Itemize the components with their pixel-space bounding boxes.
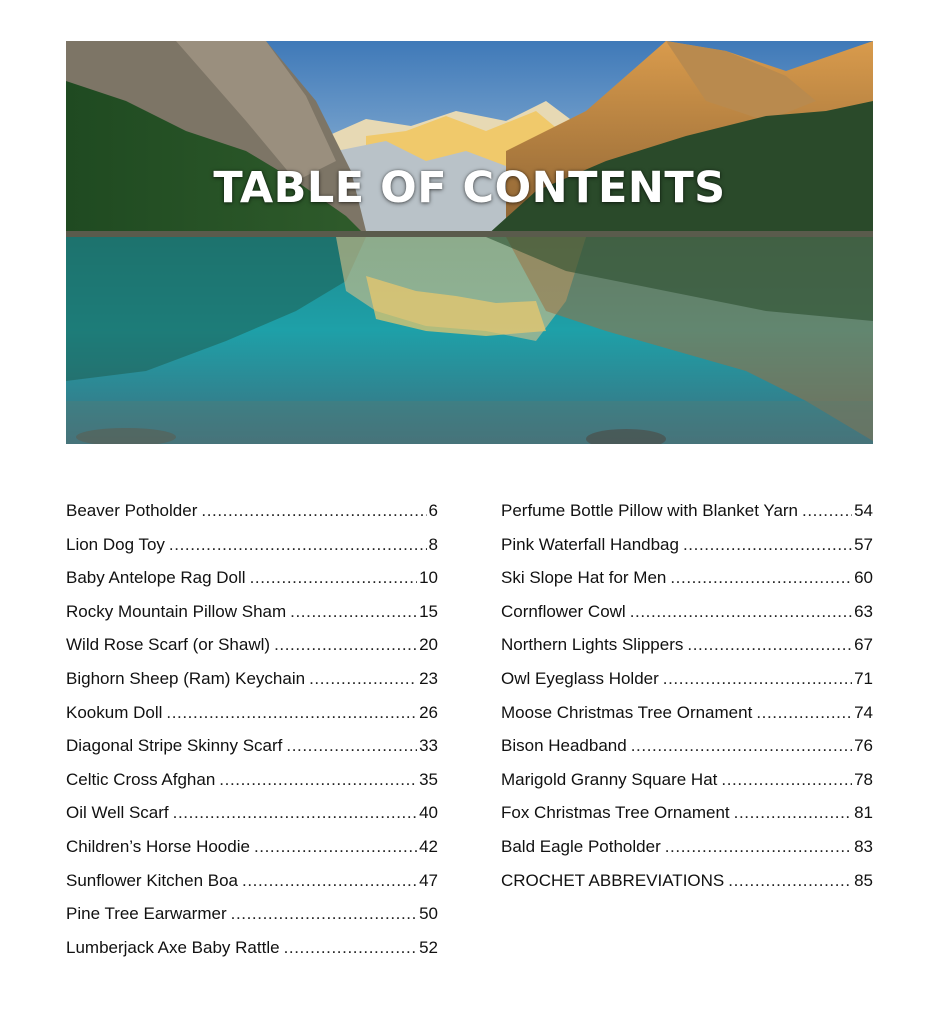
toc-entry-title: Bighorn Sheep (Ram) Keychain <box>66 668 306 688</box>
toc-entry-title: Lion Dog Toy <box>66 534 165 554</box>
dot-leader <box>286 729 417 763</box>
dot-leader <box>683 528 852 562</box>
toc-entry-title: Cornflower Cowl <box>501 601 626 621</box>
dot-leader <box>166 696 417 730</box>
toc-entry-title: Sunflower Kitchen Boa <box>66 870 238 890</box>
toc-entry-page: 20 <box>419 635 438 655</box>
dot-leader <box>687 628 852 662</box>
toc-entry-title: Moose Christmas Tree Ornament <box>501 702 753 722</box>
dot-leader <box>309 662 417 696</box>
toc-column-right <box>501 494 873 897</box>
dot-leader <box>242 864 417 898</box>
dot-leader <box>290 595 417 629</box>
toc-entry-title: Baby Antelope Rag Doll <box>66 568 246 588</box>
toc-entry-page: 63 <box>854 601 873 621</box>
toc-entry[interactable] <box>66 662 438 696</box>
toc-entry[interactable] <box>501 662 873 696</box>
toc-entry[interactable] <box>501 628 873 662</box>
dot-leader <box>756 696 852 730</box>
toc-entry-page: 83 <box>854 836 873 856</box>
toc-entry-page: 78 <box>854 769 873 789</box>
toc-entry-page: 57 <box>854 534 873 554</box>
toc-entry-page: 8 <box>428 534 438 554</box>
toc-entry[interactable] <box>66 528 438 562</box>
dot-leader <box>663 662 852 696</box>
dot-leader <box>802 494 852 528</box>
toc-entry-title: Ski Slope Hat for Men <box>501 568 667 588</box>
toc-entry-page: 50 <box>419 904 438 924</box>
toc-entry-page: 40 <box>419 803 438 823</box>
dot-leader <box>721 763 852 797</box>
toc-entry[interactable] <box>66 696 438 730</box>
toc-entry-title: Celtic Cross Afghan <box>66 769 216 789</box>
toc-entry[interactable] <box>66 796 438 830</box>
toc-entry[interactable] <box>66 830 438 864</box>
toc-entry-page: 6 <box>428 501 438 520</box>
toc-entry[interactable] <box>66 561 438 595</box>
dot-leader <box>173 796 417 830</box>
toc-entry-title: Owl Eyeglass Holder <box>501 668 659 688</box>
toc-entry-page: 10 <box>419 568 438 588</box>
toc-entry[interactable] <box>501 864 873 898</box>
toc-entry-page: 76 <box>854 736 873 756</box>
toc-entry-title: Northern Lights Slippers <box>501 635 684 655</box>
toc-entry-title: Marigold Granny Square Hat <box>501 769 718 789</box>
toc-entry-title: Rocky Mountain Pillow Sham <box>66 601 287 621</box>
toc-entry-title: Perfume Bottle Pillow with Blanket Yarn <box>501 501 799 520</box>
dot-leader <box>169 528 427 562</box>
dot-leader <box>250 561 418 595</box>
dot-leader <box>254 830 417 864</box>
toc-entry-title: Oil Well Scarf <box>66 803 169 823</box>
toc-entry-title: Children’s Horse Hoodie <box>66 836 250 856</box>
toc-entry-title: Bald Eagle Potholder <box>501 836 661 856</box>
toc-column-left <box>66 494 438 964</box>
header-banner <box>66 41 873 444</box>
toc-entry-title: Beaver Potholder <box>66 501 198 520</box>
toc-entry-page: 54 <box>854 501 873 520</box>
toc-entry[interactable] <box>501 494 873 528</box>
toc-entry[interactable] <box>66 729 438 763</box>
toc-entry[interactable] <box>501 595 873 629</box>
dot-leader <box>734 796 852 830</box>
toc-entry[interactable] <box>501 561 873 595</box>
dot-leader <box>670 561 852 595</box>
toc-entry-title: Kookum Doll <box>66 702 163 722</box>
toc-entry-title: Pink Waterfall Handbag <box>501 534 679 554</box>
dot-leader <box>231 897 417 931</box>
dot-leader <box>274 628 417 662</box>
toc-entry[interactable] <box>66 864 438 898</box>
dot-leader <box>284 931 418 965</box>
toc-entry-title: Diagonal Stripe Skinny Scarf <box>66 736 283 756</box>
toc-entry-page: 60 <box>854 568 873 588</box>
toc-entry[interactable] <box>66 628 438 662</box>
dot-leader <box>631 729 852 763</box>
toc-entry-title: CROCHET ABBREVIATIONS <box>501 870 725 890</box>
dot-leader <box>665 830 852 864</box>
page-title: TABLE OF CONTENTS <box>213 163 726 213</box>
toc-entry-page: 35 <box>419 769 438 789</box>
toc-entry[interactable] <box>66 897 438 931</box>
toc-entry-page: 71 <box>854 668 873 688</box>
toc-entry[interactable] <box>501 763 873 797</box>
dot-leader <box>219 763 417 797</box>
toc-entry[interactable] <box>501 729 873 763</box>
toc-entry[interactable] <box>501 830 873 864</box>
toc-entry-page: 85 <box>854 870 873 890</box>
toc-entry-page: 26 <box>419 702 438 722</box>
toc-entry-title: Fox Christmas Tree Ornament <box>501 803 730 823</box>
toc-entry-page: 81 <box>854 803 873 823</box>
toc-entry-page: 67 <box>854 635 873 655</box>
dot-leader <box>201 494 426 528</box>
toc-entry-title: Bison Headband <box>501 736 627 756</box>
toc-entry[interactable] <box>501 796 873 830</box>
toc-entry-page: 15 <box>419 601 438 621</box>
toc-entry-title: Pine Tree Earwarmer <box>66 904 227 924</box>
dot-leader <box>728 864 852 898</box>
toc-entry-page: 23 <box>419 668 438 688</box>
toc-entry[interactable] <box>66 494 438 528</box>
toc-entry-title: Lumberjack Axe Baby Rattle <box>66 937 280 957</box>
toc-entry-page: 74 <box>854 702 873 722</box>
toc-entry-page: 52 <box>419 937 438 957</box>
toc-entry[interactable] <box>66 763 438 797</box>
toc-entry[interactable] <box>66 931 438 965</box>
toc-entry[interactable] <box>501 696 873 730</box>
toc-entry-title: Wild Rose Scarf (or Shawl) <box>66 635 271 655</box>
dot-leader <box>630 595 852 629</box>
toc-entry-page: 42 <box>419 836 438 856</box>
toc-entry-page: 33 <box>419 736 438 756</box>
toc-entry[interactable] <box>66 595 438 629</box>
toc-entry[interactable] <box>501 528 873 562</box>
toc-entry-page: 47 <box>419 870 438 890</box>
mountain-lake-photo <box>66 41 873 444</box>
